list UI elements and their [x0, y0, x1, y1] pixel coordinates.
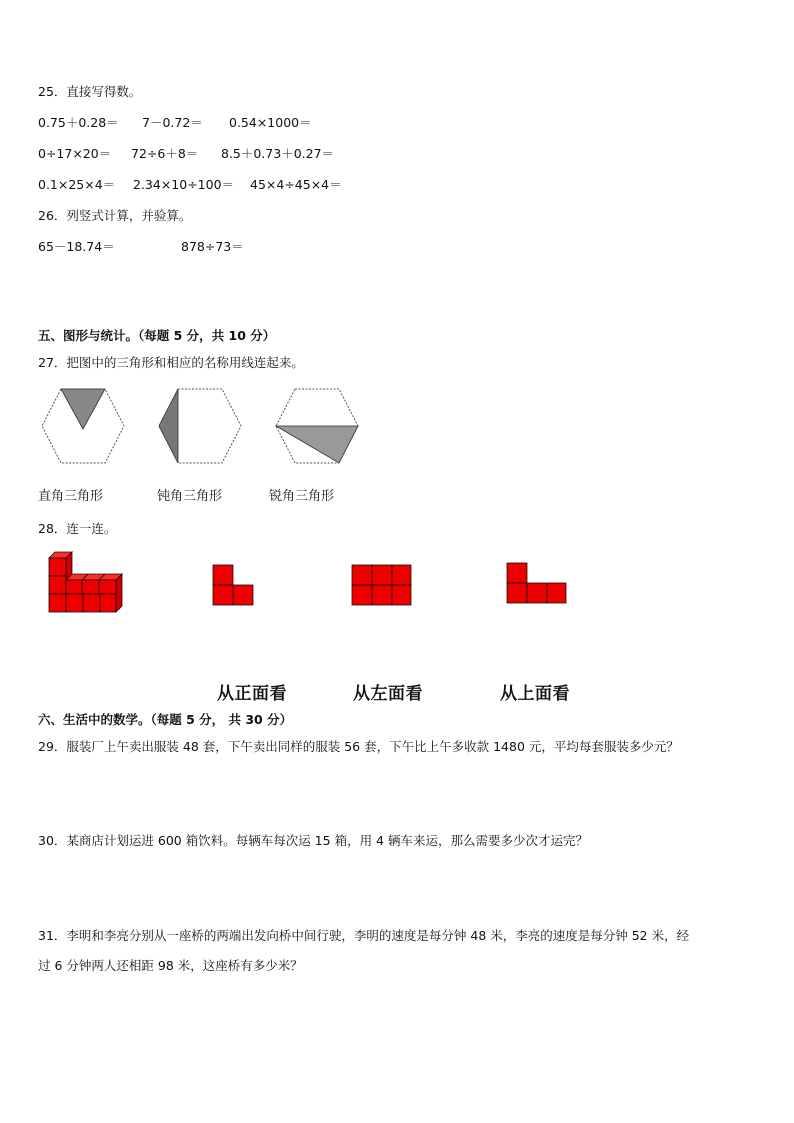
q25-expr-5: 72÷6＋8＝ — [131, 146, 199, 161]
hexagon-figure-3 — [274, 388, 360, 464]
q25-expr-9: 45×4÷45×4＝ — [250, 177, 342, 192]
view-grid-2x3 — [352, 565, 412, 607]
q25-expr-3: 0.54×1000＝ — [229, 115, 312, 130]
right-triangle-shaded — [61, 389, 105, 429]
q28-title: 28．连一连。 — [38, 521, 117, 536]
q25-expr-7: 0.1×25×4＝ — [38, 177, 116, 192]
label-right-triangle: 直角三角形 — [38, 489, 104, 504]
q27-title: 27．把图中的三角形和相应的名称用线连起来。 — [38, 355, 304, 370]
view-l-shape-small — [213, 565, 255, 607]
q25-expr-6: 8.5＋0.73＋0.27＝ — [221, 146, 335, 161]
q29-text: 29．服装厂上午卖出服装 48 套，下午卖出同样的服装 56 套，下午比上午多收款 1480 元，平均每套服装多少元？ — [38, 739, 679, 754]
section5-heading: 五、图形与统计。（每题 5 分，共 10 分） — [38, 328, 276, 343]
section6-heading: 六、生活中的数学。（每题 5 分， 共 30 分） — [38, 712, 293, 727]
q26-expr-1: 65－18.74＝ — [38, 239, 115, 254]
q25-title: 25．直接写得数。 — [38, 84, 142, 99]
label-obtuse-triangle: 钝角三角形 — [157, 489, 223, 504]
q31-line-2: 过 6 分钟两人还相距 98 米，这座桥有多少米？ — [38, 958, 303, 973]
q25-expr-1: 0.75＋0.28＝ — [38, 115, 119, 130]
q25-expr-8: 2.34×10÷100＝ — [133, 177, 235, 192]
acute-triangle-shaded — [276, 426, 358, 463]
label-acute-triangle: 锐角三角形 — [269, 489, 335, 504]
q31-line-1: 31．李明和李亮分别从一座桥的两端出发向桥中间行驶，李明的速度是每分钟 48 米，李亮的速度是每分钟 52 米，经 — [38, 928, 690, 943]
q25-expr-4: 0÷17×20＝ — [38, 146, 112, 161]
q26-expr-2: 878÷73＝ — [181, 239, 244, 254]
q26-title: 26．列竖式计算，并验算。 — [38, 208, 192, 223]
obtuse-triangle-shaded — [159, 389, 178, 463]
cube-solid-3d — [45, 552, 127, 614]
hexagon-figure-2 — [157, 388, 243, 464]
view-l-shape-long — [507, 563, 569, 605]
q30-text: 30．某商店计划运进 600 箱饮料。每辆车每次运 15 箱，用 4 辆车来运，那么需要多少次才运完？ — [38, 833, 588, 848]
q25-expr-2: 7－0.72＝ — [142, 115, 203, 130]
hexagon-figure-1 — [40, 388, 126, 464]
view-label-top: 从上面看 — [500, 684, 570, 704]
view-label-left: 从左面看 — [353, 684, 423, 704]
view-label-front: 从正面看 — [217, 684, 287, 704]
